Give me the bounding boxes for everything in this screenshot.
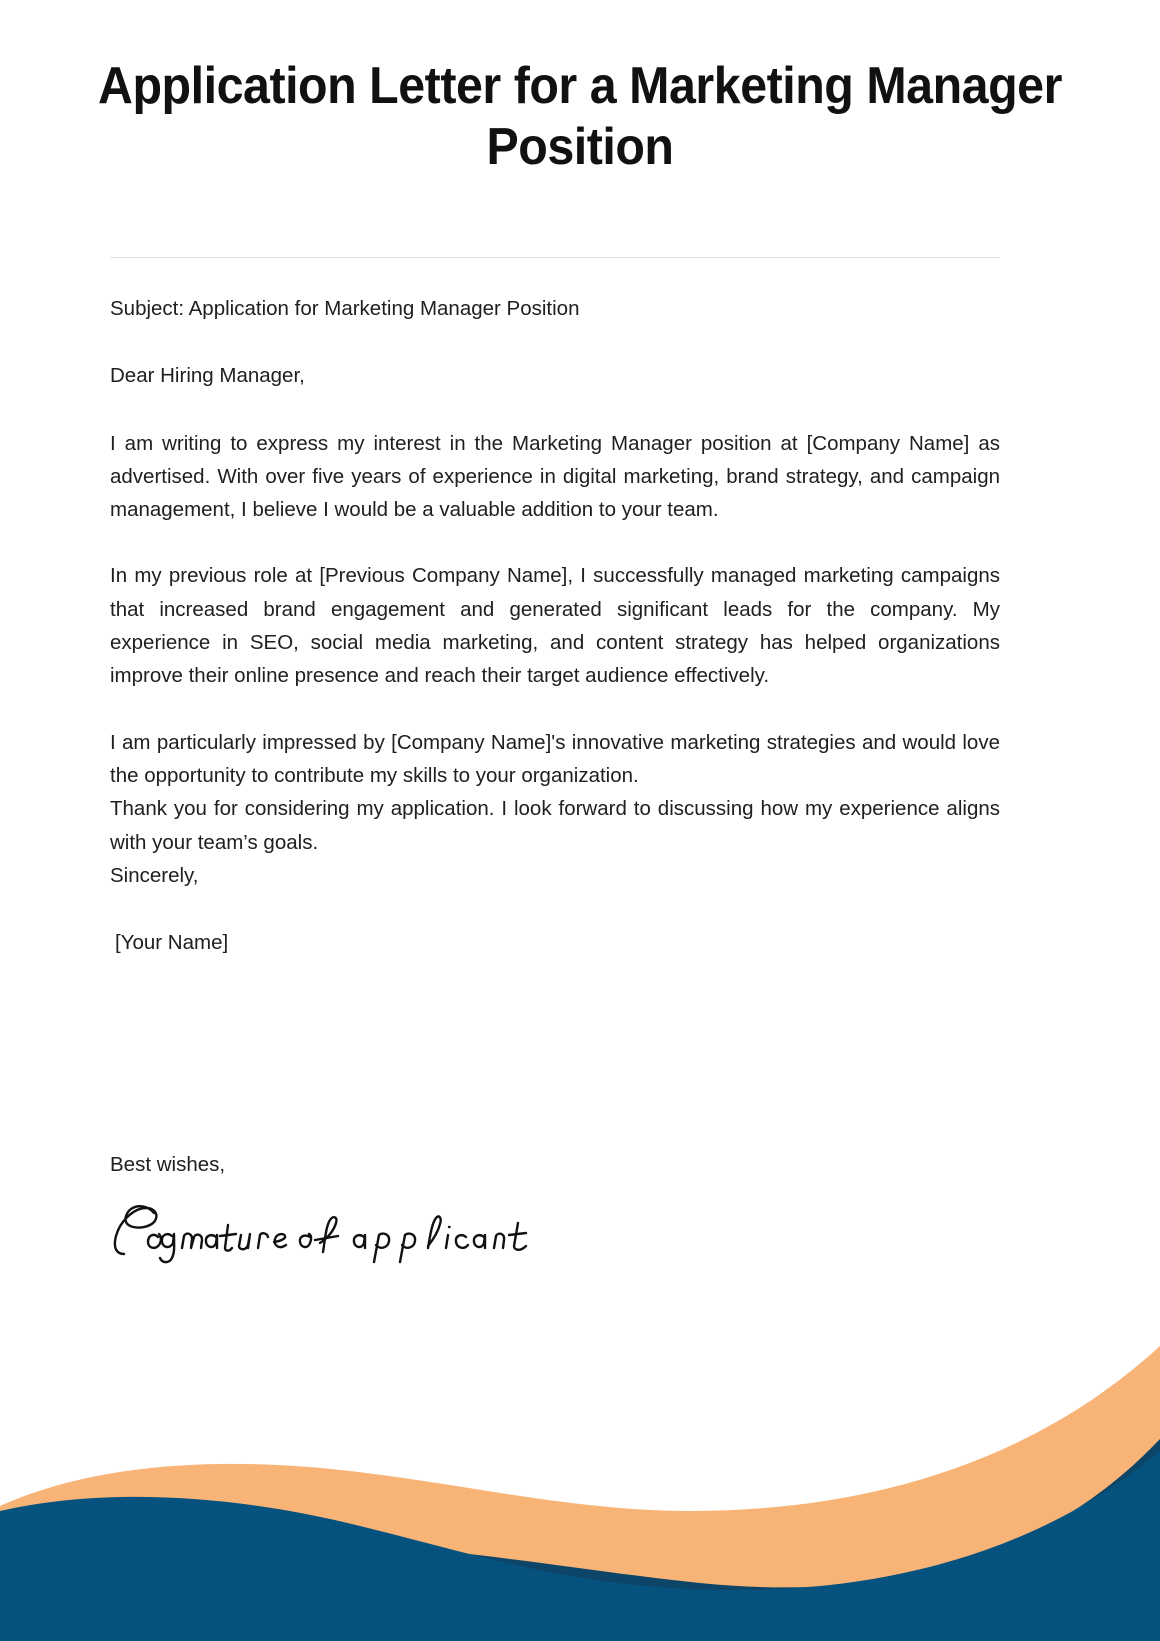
wave-orange-shape bbox=[0, 1346, 1160, 1621]
signature-block bbox=[110, 1196, 630, 1266]
name-placeholder: [Your Name] bbox=[115, 931, 229, 955]
title-block bbox=[60, 56, 1100, 179]
spacer bbox=[110, 526, 1000, 559]
wave-blue-shape bbox=[0, 1451, 1160, 1641]
footer-wave-decoration bbox=[0, 1321, 1160, 1641]
spacer bbox=[110, 693, 1000, 726]
closing-line: Sincerely, bbox=[110, 863, 199, 887]
spacer bbox=[110, 892, 1000, 926]
page-title: Application Letter for a Marketing Manager Position bbox=[98, 57, 1062, 177]
wave-graphic-icon bbox=[0, 1321, 1160, 1641]
paragraph-2: In my previous role at [Previous Company Name], I successfully managed marketing campaigns that increased brand engagement and generated significant leads for the company. My experience in SEO, social media marketing, and content strategy has helped organizations improve their online presence and reach their target audience effectively. bbox=[110, 564, 1000, 688]
paragraph-3: I am particularly impressed by [Company Name]'s innovative marketing strategies and would love the opportunity to contribute my skills to your organization. bbox=[110, 730, 1000, 787]
spacer bbox=[110, 393, 1000, 427]
wave-navy-shape bbox=[0, 1361, 1160, 1641]
subject-line: Subject: Application for Marketing Manager Position bbox=[110, 297, 580, 320]
paragraph-4: Thank you for considering my application. I look forward to discussing how my experience aligns with your team’s goals. bbox=[110, 797, 1000, 854]
paragraph-1: I am writing to express my interest in the Marketing Manager position at [Company Name] as advertised. With over five years of experience in digital marketing, brand strategy, and campaign management, I believe I would be a valuable addition to your team. bbox=[110, 431, 1000, 522]
letter-body bbox=[110, 292, 1000, 959]
salutation: Dear Hiring Manager, bbox=[110, 364, 305, 388]
sign-off-text: Best wishes, bbox=[110, 1153, 226, 1176]
header-divider bbox=[110, 257, 1000, 258]
spacer bbox=[110, 325, 1000, 359]
signature-icon bbox=[110, 1196, 630, 1266]
